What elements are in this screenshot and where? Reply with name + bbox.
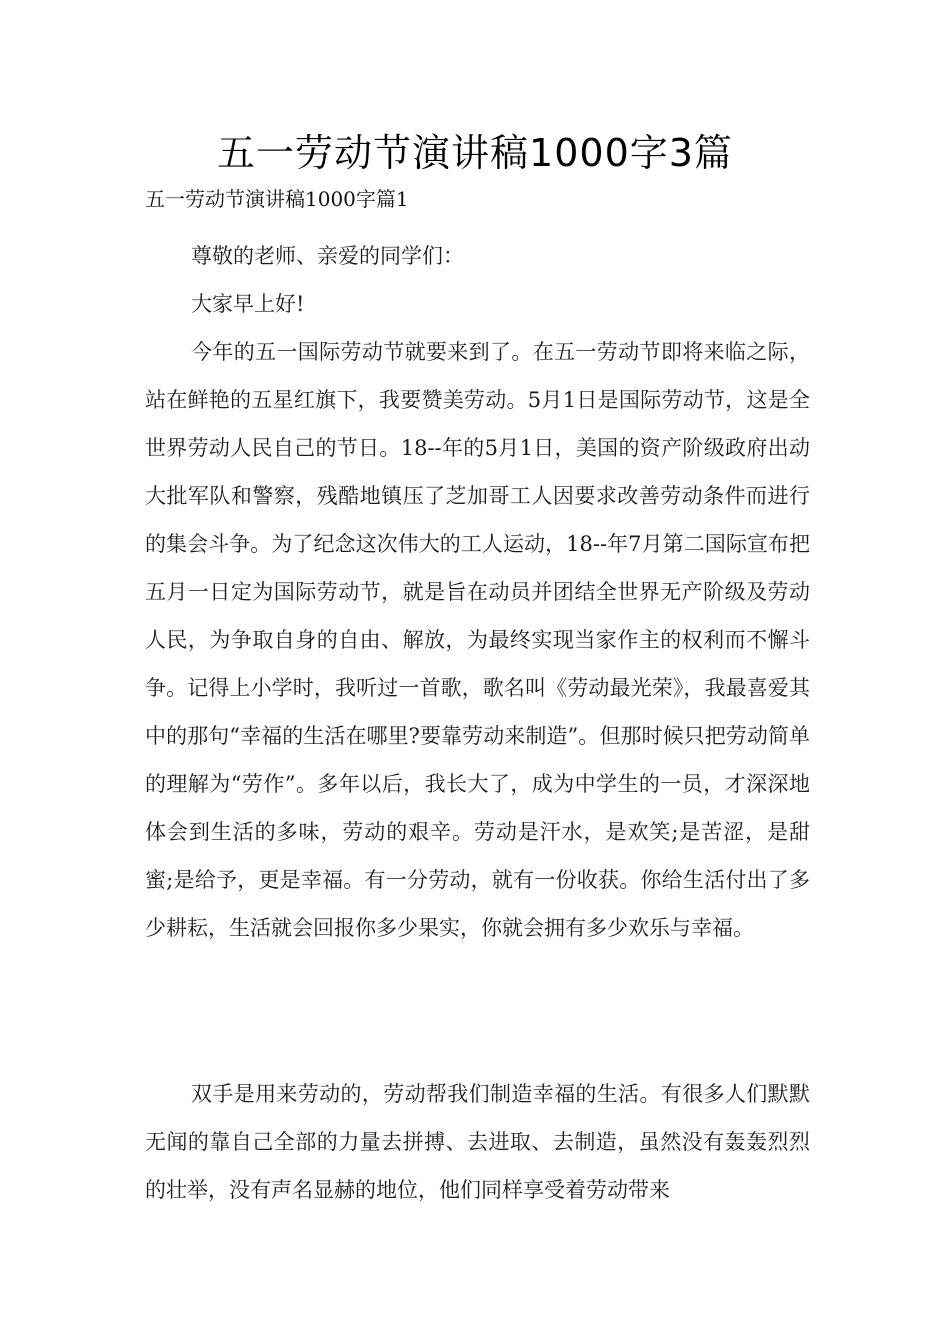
document-title: 五一劳动节演讲稿1000字3篇: [217, 131, 733, 175]
paragraph-main: 今年的五一国际劳动节就要来到了。在五一劳动节即将来临之际，站在鲜艳的五星红旗下，我要赞美劳动。5月1日是国际劳动节，这是全世界劳动人民自己的节日。18--年的5月1日，美国的资产阶级政府出动大批军队和警察，残酷地镇压了芝加哥工人因要求改善劳动条件而进行的集会斗争。为了纪念这次伟大的工人运动，18--年7月第二国际宣布把五月一日定为国际劳动节，就是旨在动员并团结全世界无产阶级及劳动人民，为争取自身的自由、解放，为最终实现当家作主的权利而不懈斗争。记得上小学时，我听过一首歌，歌名叫《劳动最光荣》，我最喜爱其中的那句“幸福的生活在哪里?要靠劳动来制造”。但那时候只把劳动简单的理解为“劳作”。多年以后，我长大了，成为中学生的一员，才深深地体会到生活的多味，劳动的艰辛。劳动是汗水，是欢笑;是苦涩，是甜蜜;是给予，更是幸福。有一分劳动，就有一份收获。你给生活付出了多少耕耘，生活就会回报你多少果实，你就会拥有多少欢乐与幸福。: [145, 340, 810, 940]
section-heading: 五一劳动节演讲稿1000字篇1: [145, 187, 409, 211]
paragraph-greeting: 尊敬的老师、亲爱的同学们：: [191, 244, 464, 268]
paragraph-second: 双手是用来劳动的，劳动帮我们制造幸福的生活。有很多人们默默无闻的靠自己全部的力量去拼搏、去进取、去制造，虽然没有轰轰烈烈的壮举，没有声名显赫的地位，他们同样享受着劳动带来: [145, 1082, 810, 1202]
paragraph-morning: 大家早上好!: [191, 292, 305, 316]
